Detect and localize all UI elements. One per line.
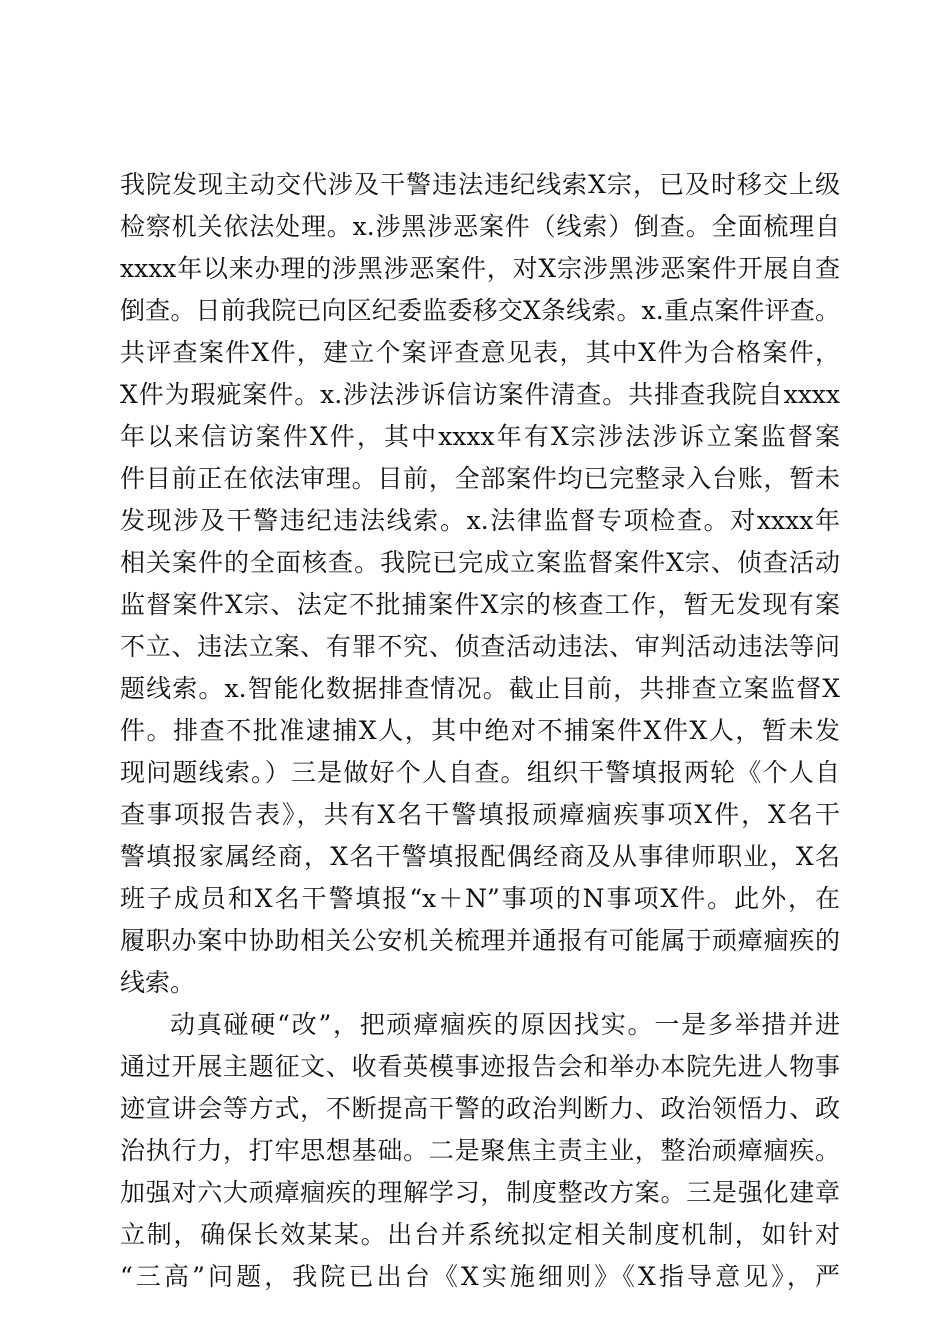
text-line: 查事项报告表》，共有X名干警填报顽瘴痼疾事项X件，X名干 — [120, 800, 840, 829]
text-line: 件。排查不批准逮捕X人，其中绝对不捕案件X件X人，暂未发 — [120, 716, 840, 745]
text-line: 共评查案件X件，建立个案评查意见表，其中X件为合格案件， — [120, 338, 840, 367]
text-line: 现问题线索。）三是做好个人自查。组织干警填报两轮《个人自 — [120, 758, 840, 787]
text-line: 加强对六大顽瘴痼疾的理解学习，制度整改方案。三是强化建章 — [120, 1178, 840, 1207]
text-line: X件为瑕疵案件。x.涉法涉诉信访案件清查。共排查我院自xxxx — [120, 380, 840, 409]
text-line: 我院发现主动交代涉及干警违法违纪线索X宗，已及时移交上级 — [120, 170, 840, 199]
text-line: 发现涉及干警违纪违法线索。x.法律监督专项检查。对xxxx年 — [120, 506, 840, 535]
text-line: 相关案件的全面核查。我院已完成立案监督案件X宗、侦查活动 — [120, 548, 840, 577]
text-line: 倒查。日前我院已向区纪委监委移交X条线索。x.重点案件评查。 — [120, 296, 840, 325]
text-line: 班子成员和X名干警填报“x＋N”事项的N事项X件。此外，在 — [120, 884, 840, 913]
text-line: 动真碰硬“改”，把顽瘴痼疾的原因找实。一是多举措并进 — [170, 1010, 840, 1039]
text-line: 立制，确保长效某某。出台并系统拟定相关制度机制，如针对 — [120, 1220, 840, 1249]
text-line: “三高”问题，我院已出台《X实施细则》《X指导意见》，严 — [120, 1262, 840, 1291]
text-line: 通过开展主题征文、收看英模事迹报告会和举办本院先进人物事 — [120, 1052, 840, 1081]
document-body — [120, 164, 840, 1298]
text-line: 题线索。x.智能化数据排查情况。截止目前，共排查立案监督X — [120, 674, 840, 703]
text-line: 治执行力，打牢思想基础。二是聚焦主责主业，整治顽瘴痼疾。 — [120, 1136, 840, 1165]
paragraph-1 — [120, 164, 840, 1004]
text-line: 年以来信访案件X件，其中xxxx年有X宗涉法涉诉立案监督案 — [120, 422, 840, 451]
text-line: 件目前正在依法审理。目前，全部案件均已完整录入台账，暂未 — [120, 464, 840, 493]
text-line: 不立、违法立案、有罪不究、侦查活动违法、审判活动违法等问 — [120, 632, 840, 661]
text-line: 监督案件X宗、法定不批捕案件X宗的核查工作，暂无发现有案 — [120, 590, 840, 619]
text-line: 履职办案中协助相关公安机关梳理并通报有可能属于顽瘴痼疾的 — [120, 926, 840, 955]
text-line: 警填报家属经商，X名干警填报配偶经商及从事律师职业，X名 — [120, 842, 840, 871]
text-line: xxxx年以来办理的涉黑涉恶案件，对X宗涉黑涉恶案件开展自查 — [120, 254, 840, 283]
paragraph-2 — [120, 1004, 840, 1298]
text-line: 线索。 — [120, 968, 196, 997]
text-line: 迹宣讲会等方式，不断提高干警的政治判断力、政治领悟力、政 — [120, 1094, 840, 1123]
text-line: 检察机关依法处理。x.涉黑涉恶案件（线索）倒查。全面梳理自 — [120, 212, 840, 241]
